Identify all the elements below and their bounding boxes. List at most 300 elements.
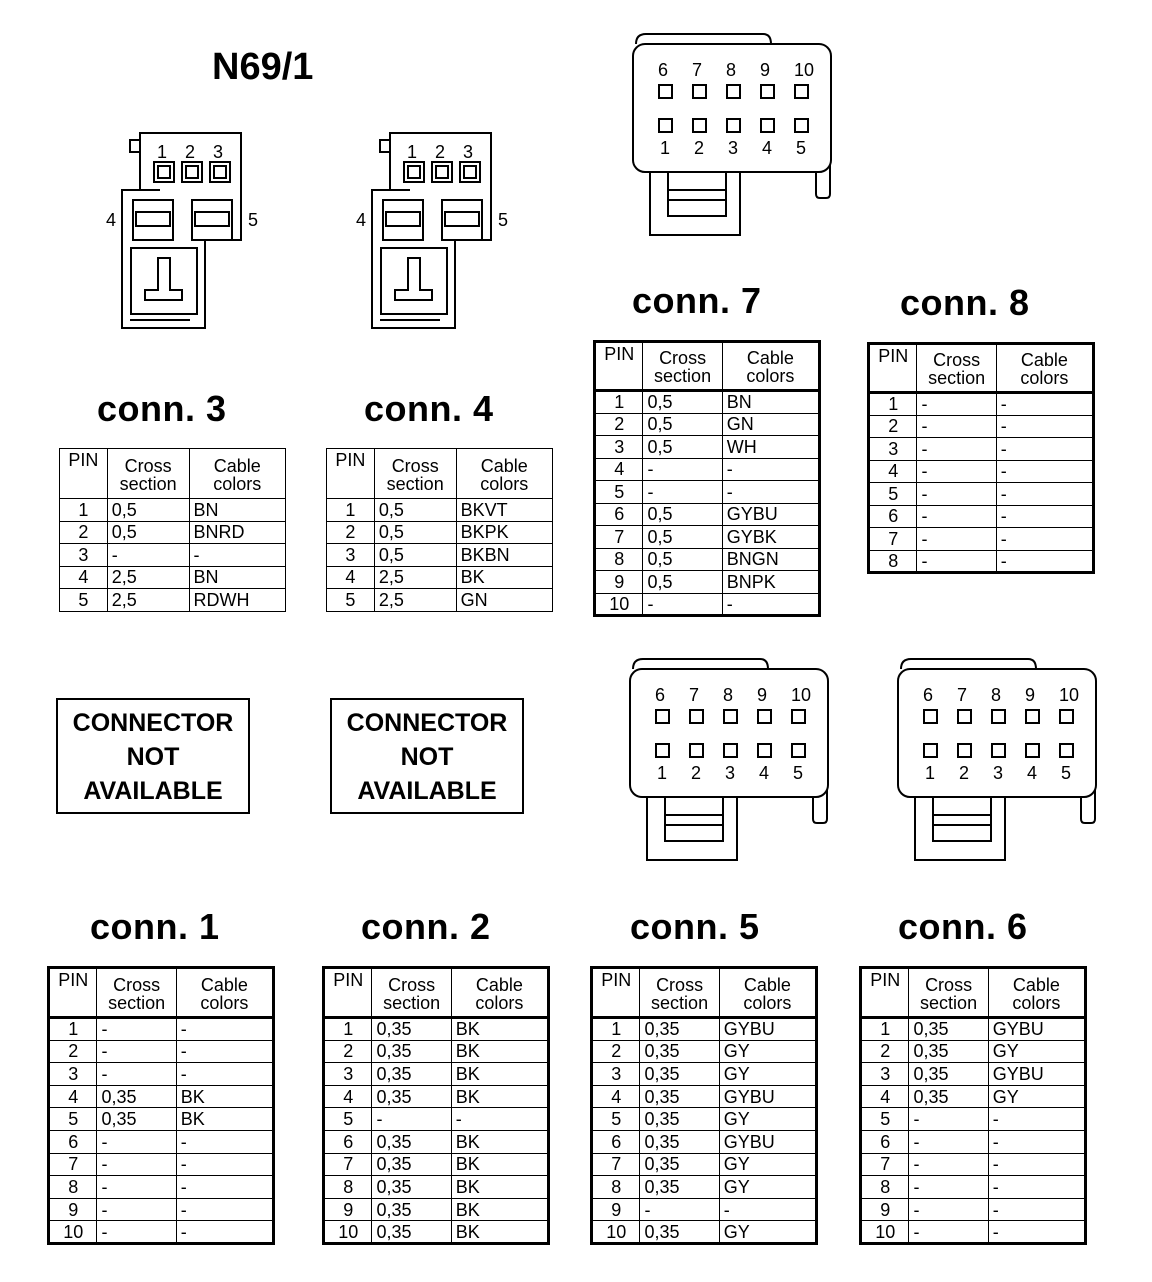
cable-header-line1: Cable [1020, 350, 1068, 370]
cable-color-cell: GY [719, 1108, 816, 1131]
table-row [592, 1063, 817, 1086]
table-row [861, 1221, 1086, 1244]
pin-socket [992, 710, 1005, 723]
cable-header-line1: Cable [480, 455, 528, 476]
pin-cell: 4 [324, 1085, 372, 1108]
pin-cell: 8 [869, 550, 917, 573]
cable-header-line1: Cable [743, 974, 791, 995]
cable-color-cell: GYBU [988, 1063, 1085, 1086]
cross-section-cell: 0,35 [372, 1221, 451, 1244]
not-available-line2: NOT [126, 743, 180, 771]
connector-side-clip [1081, 790, 1095, 823]
cross-section-cell: - [107, 544, 189, 567]
conn4-title: conn. 4 [364, 388, 494, 429]
cross-section-cell: 0,5 [374, 544, 456, 567]
cross-section-cell: - [917, 460, 996, 483]
cross-section-cell: 0,5 [374, 521, 456, 544]
pin-socket-inner [214, 166, 226, 178]
table-row [595, 436, 820, 459]
pin-socket [958, 744, 971, 757]
pin-cell: 8 [324, 1176, 372, 1199]
table-row [595, 413, 820, 436]
table-header-row [327, 449, 553, 499]
table-header-row [60, 449, 286, 499]
pin-number-label: 8 [723, 685, 734, 705]
table-row [592, 1085, 817, 1108]
pin-header [861, 968, 909, 1018]
cross-header-line1: Cross [391, 455, 439, 476]
cable-color-cell: - [176, 1176, 273, 1199]
cross-header-line1: Cross [925, 974, 973, 995]
cross-header-line2: section [108, 992, 166, 1013]
cable-color-cell: - [176, 1198, 273, 1221]
cable-color-cell: - [176, 1063, 273, 1086]
pin-cell: 3 [327, 544, 375, 567]
cross-section-header [372, 968, 451, 1018]
pin-socket [659, 85, 672, 98]
connector-top-ridge [901, 659, 1036, 669]
pin-number-label: 1 [157, 142, 168, 162]
pin-socket [693, 119, 706, 132]
pin-number-label: 2 [185, 142, 196, 162]
cable-color-cell: BK [451, 1085, 548, 1108]
conn6-title: conn. 6 [898, 906, 1028, 947]
conn2-not-available-box [330, 698, 524, 814]
pin-socket [690, 710, 703, 723]
page-title: N69/1 [212, 46, 314, 88]
table-row [595, 593, 820, 616]
pin-cell: 2 [861, 1040, 909, 1063]
pin-number-label: 7 [689, 685, 700, 705]
cable-header-line2: colors [480, 473, 529, 494]
pin-socket [690, 744, 703, 757]
pin-cell: 8 [595, 548, 643, 571]
pin-cell: 2 [595, 413, 643, 436]
conn4-table [326, 448, 553, 612]
pin-cell: 9 [49, 1198, 97, 1221]
cable-color-cell: - [176, 1153, 273, 1176]
pin-header [324, 968, 372, 1018]
pin-cell: 3 [592, 1063, 640, 1086]
pin-cell: 5 [595, 481, 643, 504]
pin-cell: 4 [327, 566, 375, 589]
cable-color-cell: BK [451, 1153, 548, 1176]
cross-section-cell: 0,35 [97, 1085, 176, 1108]
cross-section-cell: - [97, 1130, 176, 1153]
table-row [869, 415, 1094, 438]
table-row [861, 1063, 1086, 1086]
pin-socket [727, 85, 740, 98]
pin-number-label: 4 [759, 763, 770, 783]
table-row [324, 1018, 549, 1041]
connector-diagram-4 [350, 130, 520, 340]
cable-colors-header [451, 968, 548, 1018]
pin-number-label: 4 [356, 210, 367, 230]
pin-cell: 5 [324, 1108, 372, 1131]
cross-section-cell: 0,5 [107, 521, 189, 544]
cable-colors-header [722, 342, 819, 391]
cross-section-cell: 2,5 [107, 566, 189, 589]
pin-cell: 1 [861, 1018, 909, 1041]
table-row [327, 544, 553, 567]
cross-section-header [909, 968, 988, 1018]
cross-section-cell: - [917, 393, 996, 416]
cross-section-cell: 0,35 [909, 1040, 988, 1063]
cable-header-line1: Cable [213, 455, 261, 476]
cross-section-cell: 0,35 [909, 1063, 988, 1086]
power-pin-slot [136, 212, 170, 226]
cable-color-cell: - [722, 593, 819, 616]
pin-cell: 10 [49, 1221, 97, 1244]
pin-header-text: PIN [333, 970, 364, 990]
cable-color-cell: GYBU [722, 503, 819, 526]
cross-section-cell: - [917, 528, 996, 551]
pin-socket [656, 710, 669, 723]
power-pin-slot [386, 212, 420, 226]
cable-color-cell: - [719, 1198, 816, 1221]
pin-cell: 7 [869, 528, 917, 551]
pin-number-label: 2 [691, 763, 702, 783]
pin-number-label: 7 [692, 60, 703, 80]
cable-color-cell: - [176, 1130, 273, 1153]
power-pin-socket [383, 200, 423, 240]
conn8-table [867, 342, 1095, 574]
pin-cell: 5 [49, 1108, 97, 1131]
pin-cell: 10 [595, 593, 643, 616]
pin-header [592, 968, 640, 1018]
conn1-not-available-box [56, 698, 250, 814]
cross-section-cell: - [909, 1221, 988, 1244]
cross-section-cell: 0,5 [643, 571, 722, 594]
pin-number-label: 10 [791, 685, 812, 705]
pin-header [49, 968, 97, 1018]
cross-section-cell: 0,35 [909, 1085, 988, 1108]
pin-number-label: 5 [498, 210, 509, 230]
cross-header-line2: section [383, 992, 441, 1013]
cross-section-cell: - [909, 1176, 988, 1199]
pin-socket [792, 744, 805, 757]
cross-section-cell: - [372, 1108, 451, 1131]
cross-section-cell: - [909, 1153, 988, 1176]
pin-socket [693, 85, 706, 98]
cable-header-line1: Cable [475, 974, 523, 995]
connector-top-ridge [636, 34, 771, 44]
pin-socket [727, 119, 740, 132]
cross-section-cell: 0,35 [909, 1018, 988, 1041]
not-available-line3: AVAILABLE [83, 777, 223, 805]
pin-number-label: 5 [1061, 763, 1072, 783]
pin-number-label: 1 [407, 142, 418, 162]
cable-color-cell: - [451, 1108, 548, 1131]
table-row [595, 526, 820, 549]
cable-color-cell: GN [722, 413, 819, 436]
cross-section-cell: 0,35 [640, 1063, 719, 1086]
table-row [592, 1198, 817, 1221]
cross-section-cell: 0,5 [107, 499, 189, 522]
cable-color-cell: GY [719, 1221, 816, 1244]
connector-lock-frame [668, 172, 726, 216]
cross-header-line1: Cross [659, 348, 707, 368]
table-row [49, 1108, 274, 1131]
cable-color-cell: GY [988, 1040, 1085, 1063]
cable-header-line1: Cable [1012, 974, 1060, 995]
pin-cell: 2 [60, 521, 108, 544]
cross-header-line2: section [651, 992, 709, 1013]
lock-handle [395, 258, 432, 300]
pin-cell: 3 [49, 1063, 97, 1086]
cable-color-cell: - [996, 550, 1093, 573]
cross-section-cell: - [909, 1108, 988, 1131]
table-row [49, 1176, 274, 1199]
pin-number-label: 3 [725, 763, 736, 783]
pin-number-label: 6 [923, 685, 934, 705]
cross-section-header [97, 968, 176, 1018]
pin-socket [659, 119, 672, 132]
cross-section-cell: - [917, 550, 996, 573]
cross-section-cell: - [909, 1130, 988, 1153]
cable-color-cell: GY [988, 1085, 1085, 1108]
cross-header-line1: Cross [124, 455, 172, 476]
pin-socket [761, 85, 774, 98]
pin-cell: 3 [60, 544, 108, 567]
cable-color-cell: BKBN [456, 544, 552, 567]
cross-header-line2: section [920, 992, 978, 1013]
cross-section-cell: 0,5 [643, 548, 722, 571]
pin-cell: 5 [869, 483, 917, 506]
table-row [861, 1130, 1086, 1153]
cable-colors-header [996, 344, 1093, 393]
pin-cell: 8 [861, 1176, 909, 1199]
pin-socket [795, 119, 808, 132]
pin-socket-inner [186, 166, 198, 178]
pin-header-text: PIN [335, 450, 366, 470]
cable-color-cell: - [988, 1198, 1085, 1221]
pin-number-label: 10 [794, 60, 815, 80]
cross-section-cell: 0,35 [372, 1176, 451, 1199]
pin-socket [792, 710, 805, 723]
pin-cell: 5 [861, 1108, 909, 1131]
pin-header-text: PIN [878, 346, 909, 366]
pin-cell: 3 [324, 1063, 372, 1086]
conn1-table [47, 966, 275, 1245]
pin-number-label: 6 [658, 60, 669, 80]
pin-cell: 4 [60, 566, 108, 589]
cross-header-line2: section [119, 473, 177, 494]
pin-number-label: 2 [435, 142, 446, 162]
pin-header [60, 449, 108, 499]
cable-color-cell: GYBK [722, 526, 819, 549]
cable-color-cell: - [988, 1221, 1085, 1244]
cross-section-cell: 0,5 [643, 526, 722, 549]
pin-socket [924, 744, 937, 757]
cable-colors-header [988, 968, 1085, 1018]
pin-socket [724, 744, 737, 757]
cross-section-cell: - [97, 1040, 176, 1063]
conn2-table [322, 966, 550, 1245]
pin-cell: 6 [869, 505, 917, 528]
pin-socket [795, 85, 808, 98]
table-row [324, 1040, 549, 1063]
pin-cell: 9 [861, 1198, 909, 1221]
cross-section-cell: 2,5 [374, 589, 456, 612]
not-available-line2: NOT [400, 743, 454, 771]
cross-section-cell: - [97, 1018, 176, 1041]
table-row [595, 571, 820, 594]
table-header-row [49, 968, 274, 1018]
table-row [324, 1221, 549, 1244]
cross-section-cell: 0,35 [640, 1018, 719, 1041]
table-row [324, 1198, 549, 1221]
conn5-title: conn. 5 [630, 906, 760, 947]
cable-color-cell: BN [189, 499, 286, 522]
connector-side-clip [813, 790, 827, 823]
pin-socket [656, 744, 669, 757]
table-header-row [592, 968, 817, 1018]
cable-color-cell: BK [451, 1198, 548, 1221]
pin-cell: 5 [327, 589, 375, 612]
cable-color-cell: WH [722, 436, 819, 459]
pin-cell: 10 [324, 1221, 372, 1244]
cable-color-cell: GN [456, 589, 552, 612]
cross-section-cell: 0,35 [640, 1176, 719, 1199]
cable-color-cell: BKPK [456, 521, 552, 544]
cable-color-cell: BK [451, 1040, 548, 1063]
cross-section-cell: 0,35 [640, 1221, 719, 1244]
pin-cell: 4 [869, 460, 917, 483]
pin-cell: 1 [592, 1018, 640, 1041]
pin-header-text: PIN [68, 450, 99, 470]
pin-socket [761, 119, 774, 132]
cross-section-cell: 0,35 [97, 1108, 176, 1131]
pin-number-label: 4 [106, 210, 117, 230]
pin-cell: 8 [592, 1176, 640, 1199]
cross-section-cell: - [97, 1153, 176, 1176]
pin-header-text: PIN [870, 970, 901, 990]
connector-lock-frame [665, 797, 723, 841]
pin-number-label: 1 [925, 763, 936, 783]
table-row [595, 391, 820, 414]
cable-header-line2: colors [743, 992, 792, 1013]
conn5-table [590, 966, 818, 1245]
cross-section-cell: - [640, 1198, 719, 1221]
table-row [861, 1040, 1086, 1063]
table-row [869, 550, 1094, 573]
table-row [324, 1108, 549, 1131]
cross-section-cell: 0,35 [372, 1063, 451, 1086]
table-row [869, 483, 1094, 506]
connector-latch-tab [380, 140, 390, 152]
pin-cell: 9 [595, 571, 643, 594]
cable-header-line2: colors [746, 366, 795, 386]
cross-section-cell: - [97, 1176, 176, 1199]
pin-cell: 7 [861, 1153, 909, 1176]
pin-cell: 6 [324, 1130, 372, 1153]
cross-section-cell: 0,35 [640, 1108, 719, 1131]
cable-color-cell: GYBU [719, 1018, 816, 1041]
table-row [49, 1221, 274, 1244]
table-row [327, 589, 553, 612]
table-row [49, 1153, 274, 1176]
table-row [595, 481, 820, 504]
pin-number-label: 5 [248, 210, 259, 230]
cable-color-cell: BK [176, 1108, 273, 1131]
table-row [60, 544, 286, 567]
table-row [592, 1108, 817, 1131]
cross-section-cell: - [643, 481, 722, 504]
pin-socket [992, 744, 1005, 757]
connector-diagram-5 [625, 655, 835, 865]
power-pin-socket [133, 200, 173, 240]
cross-section-cell: - [97, 1063, 176, 1086]
cross-header-line2: section [654, 366, 712, 386]
cross-section-cell: - [917, 415, 996, 438]
pin-cell: 4 [595, 458, 643, 481]
table-row [324, 1085, 549, 1108]
cable-color-cell: GYBU [988, 1018, 1085, 1041]
connector-side-clip [816, 165, 830, 198]
cable-color-cell: BKVT [456, 499, 552, 522]
conn6-table [859, 966, 1087, 1245]
pin-header [869, 344, 917, 393]
cable-color-cell: - [996, 393, 1093, 416]
pin-number-label: 9 [760, 60, 771, 80]
cable-color-cell: - [176, 1221, 273, 1244]
cable-color-cell: GYBU [719, 1130, 816, 1153]
cable-color-cell: BK [451, 1063, 548, 1086]
pin-cell: 2 [327, 521, 375, 544]
cross-header-line1: Cross [113, 974, 161, 995]
table-row [861, 1153, 1086, 1176]
cable-color-cell: GYBU [719, 1085, 816, 1108]
table-row [595, 503, 820, 526]
table-row [324, 1063, 549, 1086]
connector-lock-frame [933, 797, 991, 841]
cable-color-cell: - [988, 1153, 1085, 1176]
table-row [592, 1130, 817, 1153]
power-pin-socket [442, 200, 482, 240]
pin-cell: 1 [49, 1018, 97, 1041]
cable-header-line1: Cable [200, 974, 248, 995]
cross-section-cell: - [909, 1198, 988, 1221]
pin-header-text: PIN [58, 970, 89, 990]
cross-section-cell: 0,5 [643, 413, 722, 436]
pin-cell: 7 [324, 1153, 372, 1176]
pin-cell: 7 [592, 1153, 640, 1176]
table-row [861, 1018, 1086, 1041]
pin-socket [724, 710, 737, 723]
conn2-title: conn. 2 [361, 906, 491, 947]
cable-color-cell: GY [719, 1176, 816, 1199]
pin-number-label: 5 [796, 138, 807, 158]
cable-header-line2: colors [475, 992, 524, 1013]
power-pin-slot [445, 212, 479, 226]
pin-cell: 1 [327, 499, 375, 522]
table-row [49, 1040, 274, 1063]
pin-number-label: 8 [991, 685, 1002, 705]
cable-color-cell: BK [451, 1018, 548, 1041]
cross-header-line1: Cross [656, 974, 704, 995]
cross-section-cell: 0,5 [374, 499, 456, 522]
connector-top-ridge [633, 659, 768, 669]
table-row [869, 528, 1094, 551]
table-row [592, 1040, 817, 1063]
table-header-row [861, 968, 1086, 1018]
cable-color-cell: - [189, 544, 286, 567]
cross-section-cell: 0,35 [372, 1018, 451, 1041]
cable-color-cell: - [996, 483, 1093, 506]
table-row [49, 1085, 274, 1108]
pin-number-label: 4 [762, 138, 773, 158]
